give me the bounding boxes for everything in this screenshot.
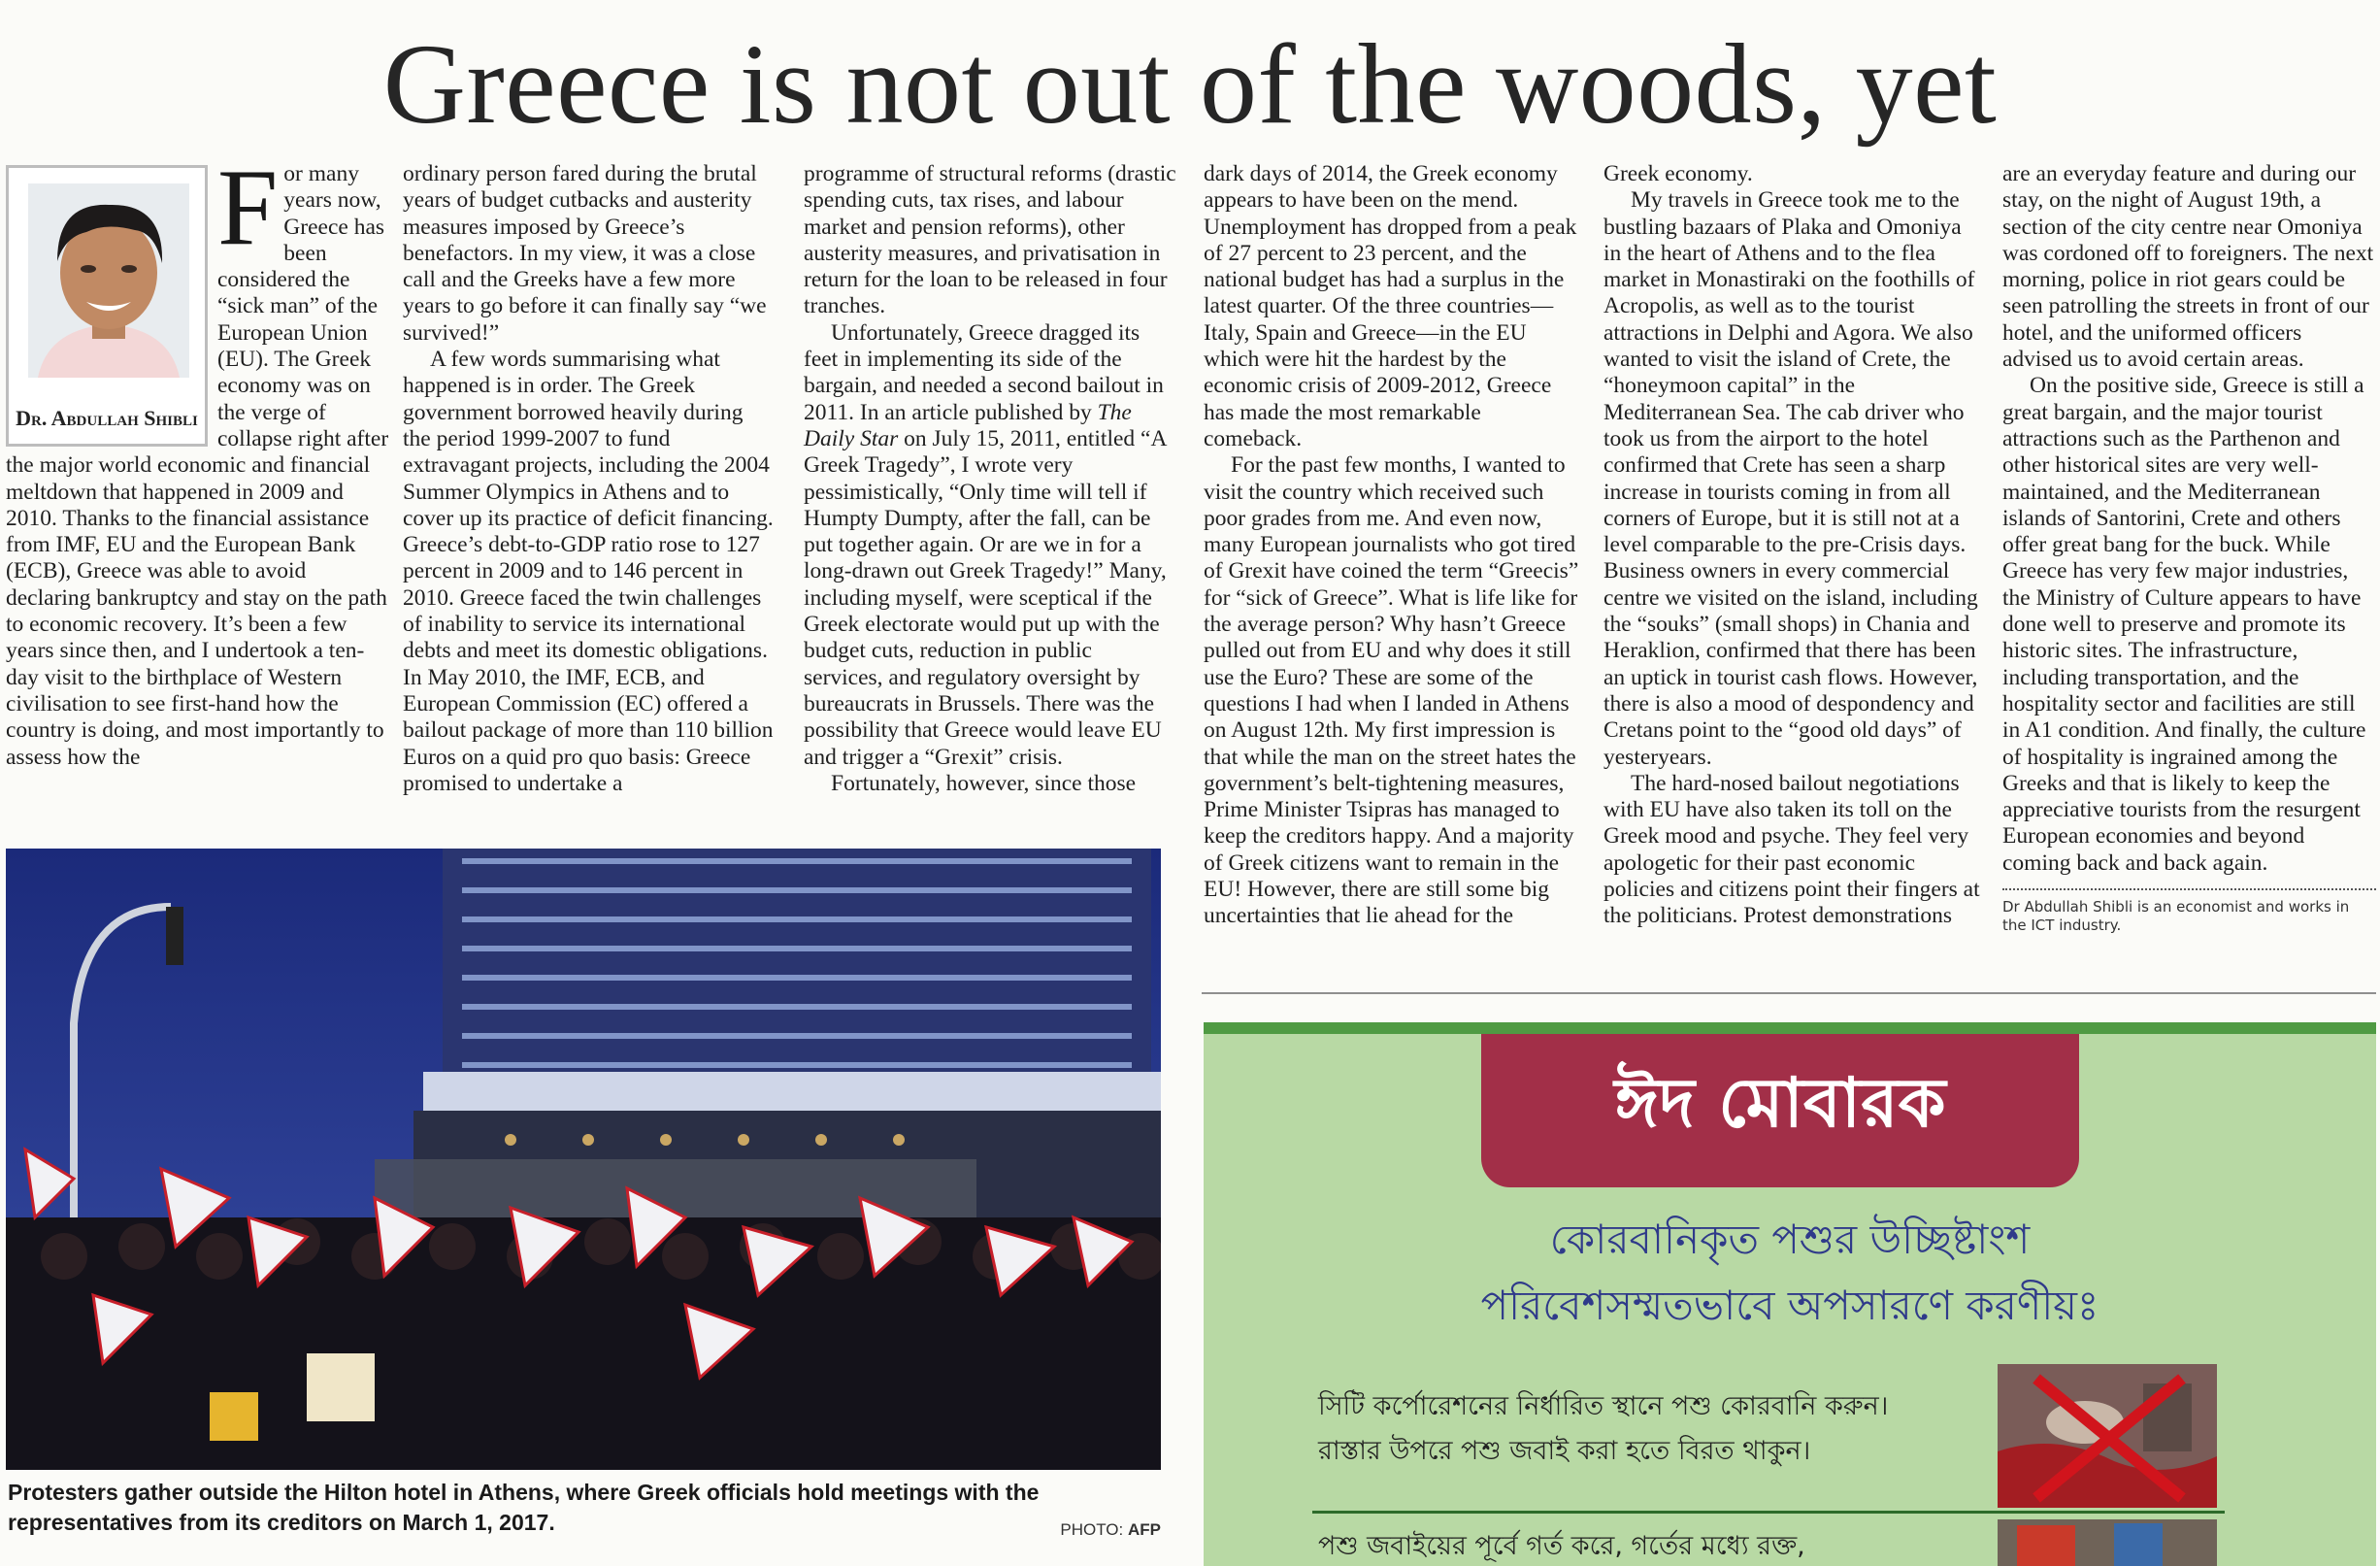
text-run: on July 15, 2011, entitled “A Greek Tragedy”, I wrote very pessimistically, “Only time will tell if Humpty Dumpty, after the fall, can be put together again. Or are we in for a long-drawn out Greek Tragedy!” Many, including myself, were sceptical if the Greek electorate would put up with the budget cuts, reduction in public services, and regulatory oversight by bureaucrats in Brussels. There was the possibility that Greece would leave EU and trigger a “Grexit” crisis. <box>804 425 1167 770</box>
paragraph: On the positive side, Greece is still a great bargain, and the major tourist attractions such as the Parthenon and other historical sites are very well-maintained, and the Mediterranean islands of Santorini, Crete and others offer great bang for the buck. While Greece has very few major industries, the Ministry of Culture appears to have done well to preserve and promote its historic sites. The infrastructure, including transportation, and the hospitality sector and facilities are still in A1 condition. And finally, the culture of hospitality is ingrained among the Greeks and that is likely to keep the appreciative tourists from the resurgent European economies and beyond coming back and back again. <box>2002 373 2366 876</box>
protest-photo <box>6 849 1161 1470</box>
article-column-1 <box>6 148 390 831</box>
paragraph: Greek economy. <box>1603 161 1753 186</box>
author-name: Dr. Abdullah Shibli <box>16 406 198 430</box>
paragraph: or many years now, Greece has been considered the “sick man” of the European Union (EU). The Greek economy was on the verge of collapse right after the major world economic and financial meltdown that happened in 2009 and 2010. Thanks to the financial assistance from IMF, EU and the European Bank (ECB), Greece was able to avoid declaring bankruptcy and stay on the path to economic recovery. It’s been a few years since then, and I undertook a ten-day visit to the birthplace of Western civilisation to see first-hand how the country is doing, and most importantly to assess how the <box>6 161 389 770</box>
headline: Greece is not out of the woods, yet <box>382 20 1998 148</box>
ad-instruction-2: রাস্তার উপরে পশু জবাই করা হতে বিরত থাকুন। <box>1318 1436 1811 1466</box>
article-column-6 <box>2002 161 2376 977</box>
paragraph: The hard-nosed bailout negotiations with EU have also taken its toll on the Greek mood and psyche. They feel very apologetic for their past economic policies and citizens point their fingers at the politicians. Protest demonstrations <box>1603 770 1980 929</box>
article-column-2 <box>403 161 775 831</box>
paragraph: For the past few months, I wanted to visit the country which received such poor grades from me. And even now, many European journalists who got tired of Grexit have coined the term “Greecis” for “sick of Greece”. What is life like for the average person? Why hasn’t Greece pulled out from EU and why does it still use the Euro? These are some of the questions I had when I landed in Athens on August 12th. My first impression is that while the man on the street hates the government’s belt-tightening measures, Prime Minister Tsipras has managed to keep the creditors happy. And a majority of Greek citizens want to remain in the EU! However, there are still some big uncertainties that lie ahead for the <box>1204 452 1579 929</box>
eid-advertisement <box>1204 1022 2376 1566</box>
paragraph: Fortunately, however, since those <box>831 770 1137 796</box>
ad-title: ঈদ মোবারক <box>1614 1063 1946 1143</box>
street-slaughter-crossed-image <box>1998 1364 2217 1508</box>
article-column-4 <box>1204 161 1580 977</box>
author-bio: Dr Abdullah Shibli is an economist and works in the ICT industry. <box>2002 898 2350 935</box>
article-column-3 <box>804 161 1176 831</box>
credit-source: AFP <box>1128 1520 1161 1539</box>
paragraph: ordinary person fared during the brutal years of budget cutbacks and austerity measures imposed by Greece’s benefactors. In my view, it was a close call and the Greeks have a few more years to go before it can finally say “we survived!” <box>403 161 767 346</box>
paragraph: My travels in Greece took me to the bustling bazaars of Plaka and Omoniya in the heart of Athens and to the flea market in Monastiraki on the foothills of Acropolis, as well as to the tourist attractions in Delphi and Agora. We also wanted to visit the island of Crete, the “honeymoon capital” in the Mediterranean Sea. The cab driver who took us from the airport to the hotel confirmed that Crete has seen a sharp increase in tourists coming in from all corners of Europe, but it is still not at a level comparable to the pre-Crisis days. Business owners in every commercial centre we visited on the island, including the “souks” (small shops) in Chania and Heraklion, confirmed that there has been an uptick in tourist cash flows. However, there is also a mood of despondency and Cretans point to the “good old days” of yesteryears. <box>1603 187 1978 770</box>
drop-cap: F <box>217 148 279 268</box>
publication-name: The Daily Star <box>804 399 1132 451</box>
photo-caption: Protesters gather outside the Hilton hotel in Athens, where Greek officials hold meetings with the representatives from its creditors on March 1, 2017. <box>8 1480 1040 1535</box>
ad-instruction-1: সিটি কর্পোরেশনের নির্ধারিত স্থানে পশু কোরবানি করুন। <box>1318 1391 1889 1421</box>
text-run: Unfortunately, Greece dragged its feet in implementing its side of the bargain, and needed a second bailout in 2011. In an article published by <box>804 319 1164 425</box>
ad-subtitle-2: পরিবেশসম্মতভাবে অপসারণে করণীয়ঃ <box>1480 1282 2099 1329</box>
photo-credit <box>1000 1520 1161 1540</box>
author-box <box>6 165 208 447</box>
ad-instruction-3: পশু জবাইয়ের পূর্বে গর্ত করে, গর্তের মধ্যে রক্ত, <box>1318 1531 1805 1561</box>
section-divider <box>1202 992 2376 994</box>
pit-slaughter-image <box>1998 1519 2217 1566</box>
ad-subtitle-1: কোরবানিকৃত পশুর উচ্ছিষ্টাংশ <box>1549 1216 2031 1263</box>
paragraph: A few words summarising what happened is in order. The Greek government borrowed heavily during the period 1999-2007 to fund extravagant projects, including the 2004 Summer Olympics in Athens and to cover up its practice of deficit financing. Greece’s debt-to-GDP ratio rose to 127 percent in 2009 and to 146 percent in 2010. Greece faced the twin challenges of inability to service its international debts and meet its domestic obligations. In May 2010, the IMF, ECB, and European Commission (EC) offered a bailout package of more than 110 billion Euros on a quid pro quo basis: Greece promised to undertake a <box>403 347 774 796</box>
paragraph: dark days of 2014, the Greek economy appears to have been on the mend. Unemployment has dropped from a peak of 27 percent to 23 percent, and the national budget has had a surplus in the latest quarter. Of the three countries—Italy, Spain and Greece—in the EU which were hit the hardest by the economic crisis of 2009-2012, Greece has made the most remarkable comeback. <box>1204 161 1577 451</box>
paragraph <box>804 320 1176 771</box>
paragraph: are an everyday feature and during our stay, on the night of August 19th, a section of the city centre near Omoniya was cordoned off to foreigners. The next morning, police in riot gears could be seen patrolling the streets in front of our hotel, and the uniformed officers advised us to avoid certain areas. <box>2002 161 2374 373</box>
bio-divider <box>2002 888 2376 890</box>
author-photo <box>28 183 189 378</box>
paragraph: programme of structural reforms (drastic spending cuts, tax rises, and labour market and pension reforms), other austerity measures, and privatisation in return for the loan to be released in four tranches. <box>804 161 1176 319</box>
ad-top-bar <box>1204 1022 2376 1034</box>
credit-label: PHOTO: <box>1060 1520 1124 1539</box>
article-column-5 <box>1603 161 1980 977</box>
ad-divider <box>1312 1511 2225 1514</box>
